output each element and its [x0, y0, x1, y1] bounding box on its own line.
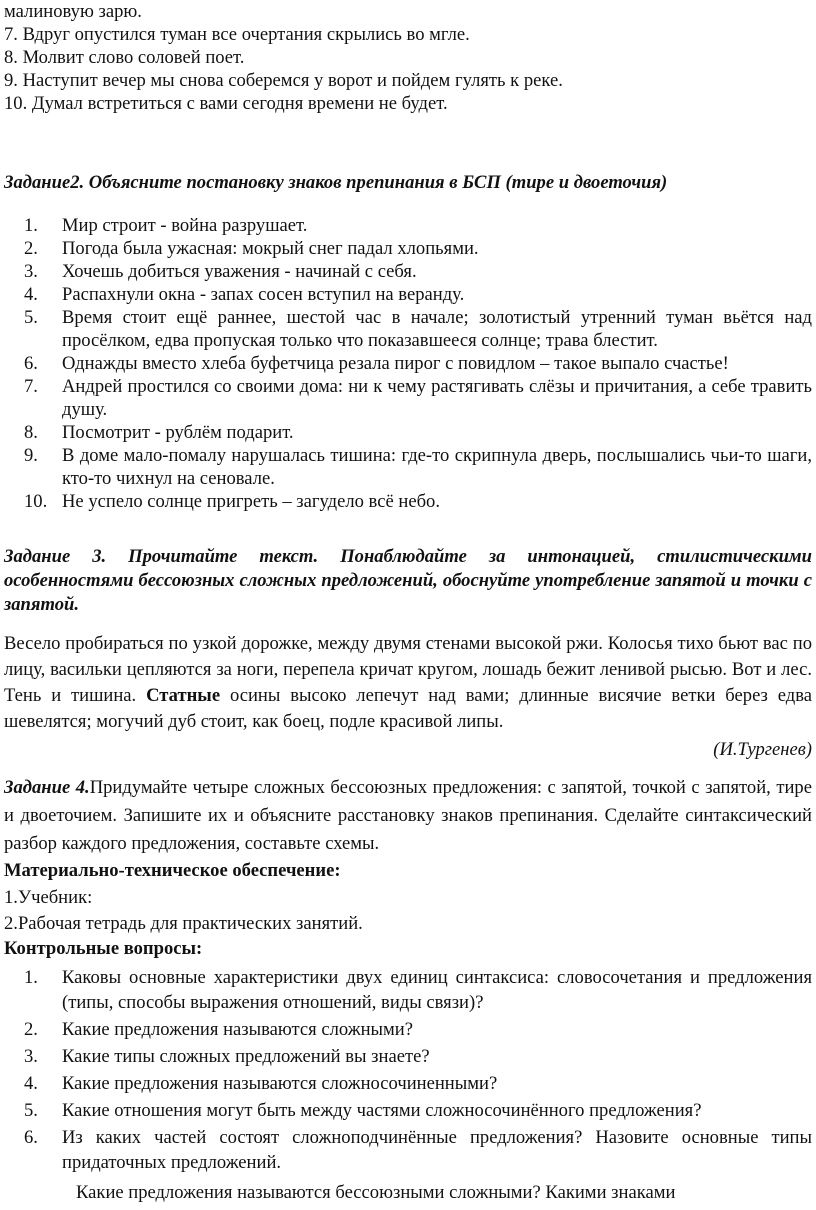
item-number: 9.	[24, 445, 38, 466]
item-text: Хочешь добиться уважения - начинай с себя.	[62, 261, 417, 282]
item-text: Однажды вместо хлеба буфетчица резала пирог с повидлом – такое выпало счастье!	[62, 353, 729, 374]
item-text: Погода была ужасная: мокрый снег падал хлопьями.	[62, 238, 479, 259]
item-number: 3.	[24, 261, 38, 282]
item-number: 1.	[24, 967, 38, 988]
item-number: 8.	[24, 422, 38, 443]
item-text: Какие отношения могут быть между частями сложносочинённого предложения?	[62, 1100, 702, 1121]
list-item	[0, 352, 812, 375]
task3-text-part2: осины высоко лепечут над вами; длинные висячие ветки берез едва шевелятся; могучий дуб стоит, как боец, подле красивой липы.	[4, 685, 813, 732]
intro-line: 7. Вдруг опустился туман все очертания скрылись во мгле.	[4, 24, 470, 45]
task4-block: Задание 4.Придумайте четыре сложных бессоюзных предложения: с запятой, точкой с запятой, тире и двоеточием. Запишите их и объясните расстановку знаков препинания. Сделайте синтаксический разбор каждого предложения, составьте схемы.	[4, 777, 812, 854]
questions-heading: Контрольные вопросы:	[4, 938, 203, 959]
list-item	[0, 260, 812, 283]
task3-label: Задание 3	[4, 546, 102, 567]
item-number: 4.	[24, 284, 38, 305]
task4-label: Задание 4	[4, 777, 86, 798]
item-text: Распахнули окна - запах сосен вступил на веранду.	[62, 284, 465, 305]
item-number: 6.	[24, 1127, 38, 1148]
task4-text: Придумайте четыре сложных бессоюзных предложения: с запятой, точкой с запятой, тире и двоеточием. Запишите их и объясните расстановку знаков препинания. Сделайте синтаксический разбор каждого предложения, составьте схемы.	[4, 777, 812, 854]
task3-text	[4, 631, 812, 735]
task3-author: (И.Тургенев)	[713, 739, 812, 760]
item-text: Из каких частей состоят сложноподчинённые предложения? Назовите основные типы придаточных предложений.	[62, 1127, 812, 1173]
item-number: 5.	[24, 307, 38, 328]
list-item	[0, 1098, 812, 1123]
list-item	[0, 444, 812, 490]
item-number: 2.	[24, 1019, 38, 1040]
item-number: 7.	[24, 376, 38, 397]
item-number: 4.	[24, 1073, 38, 1094]
task2-heading: Задание2. Объясните постановку знаков препинания в БСП (тире и двоеточия)	[4, 172, 668, 193]
list-item	[0, 490, 812, 513]
item-number: 2.	[24, 238, 38, 259]
list-item	[0, 1125, 812, 1175]
list-item	[0, 1017, 812, 1042]
item-text: Какие типы сложных предложений вы знаете?	[62, 1046, 430, 1067]
item-text: Посмотрит - рублём подарит.	[62, 422, 294, 443]
questions-tail: Какие предложения называются бессоюзными сложными? Какими знаками	[76, 1182, 676, 1203]
item-text: Мир строит - война разрушает.	[62, 215, 308, 236]
task3-bold-word: Статные	[146, 685, 221, 706]
list-item	[0, 965, 812, 1015]
item-text: Каковы основные характеристики двух единиц синтаксиса: словосочетания и предложения (типы, способы выражения отношений, виды связи)?	[62, 967, 812, 1013]
list-item	[0, 1071, 812, 1096]
item-number: 1.	[24, 215, 38, 236]
list-item	[0, 421, 812, 444]
list-item	[0, 1044, 812, 1069]
intro-block	[4, 0, 812, 115]
list-item	[0, 306, 812, 352]
materials-item: 2.Рабочая тетрадь для практических занятий.	[4, 913, 363, 934]
item-text: Не успело солнце пригреть – загудело всё небо.	[62, 491, 440, 512]
task3-instructions: Прочитайте текст. Понаблюдайте за интонацией, стилистическими особенностями бессоюзных сложных предложений, обоснуйте употребление запятой и точки с запятой.	[4, 546, 812, 615]
item-number: 10.	[24, 491, 48, 512]
item-text: В доме мало-помалу нарушалась тишина: где-то скрипнула дверь, послышались чьи-то шаги, кто-то чихнул на сеновале.	[62, 445, 812, 489]
materials-heading: Материально-техническое обеспечение:	[4, 860, 341, 881]
list-item	[0, 283, 812, 306]
item-text: Время стоит ещё раннее, шестой час в начале; золотистый утренний туман вьётся над просёлком, едва пропуская только что показавшееся солнце; трава блестит.	[62, 307, 812, 351]
item-text: Андрей простился со своими дома: ни к чему растягивать слёзы и причитания, а себе травить душу.	[62, 376, 812, 420]
intro-line: малиновую зарю.	[4, 1, 142, 22]
materials-item: 1.Учебник:	[4, 887, 93, 908]
task3-text-part1: Весело пробираться по узкой дорожке, между двумя стенами высокой ржи. Колосья тихо бьют вас по лицу, васильки цепляются за ноги, перепела кричат кругом, лошадь бежит ленивой рысью. Вот и лес. Тень и тишина.	[4, 633, 812, 706]
item-text: Какие предложения называются сложными?	[62, 1019, 413, 1040]
questions-list	[0, 965, 812, 1177]
item-text: Какие предложения называются сложносочиненными?	[62, 1073, 498, 1094]
list-item	[0, 214, 812, 237]
item-number: 5.	[24, 1100, 38, 1121]
intro-line: 9. Наступит вечер мы снова соберемся у ворот и пойдем гулять к реке.	[4, 70, 563, 91]
task3-heading: Задание 3. Прочитайте текст. Понаблюдайте за интонацией, стилистическими особенностями бессоюзных сложных предложений, обоснуйте употребление запятой и точки с запятой.	[4, 546, 812, 615]
intro-line: 8. Молвит слово соловей поет.	[4, 47, 245, 68]
materials-list	[4, 885, 812, 937]
list-item	[0, 237, 812, 260]
task2-list	[0, 214, 812, 513]
item-number: 3.	[24, 1046, 38, 1067]
item-number: 6.	[24, 353, 38, 374]
intro-line: 10. Думал встретиться с вами сегодня времени не будет.	[4, 93, 448, 114]
list-item	[0, 375, 812, 421]
